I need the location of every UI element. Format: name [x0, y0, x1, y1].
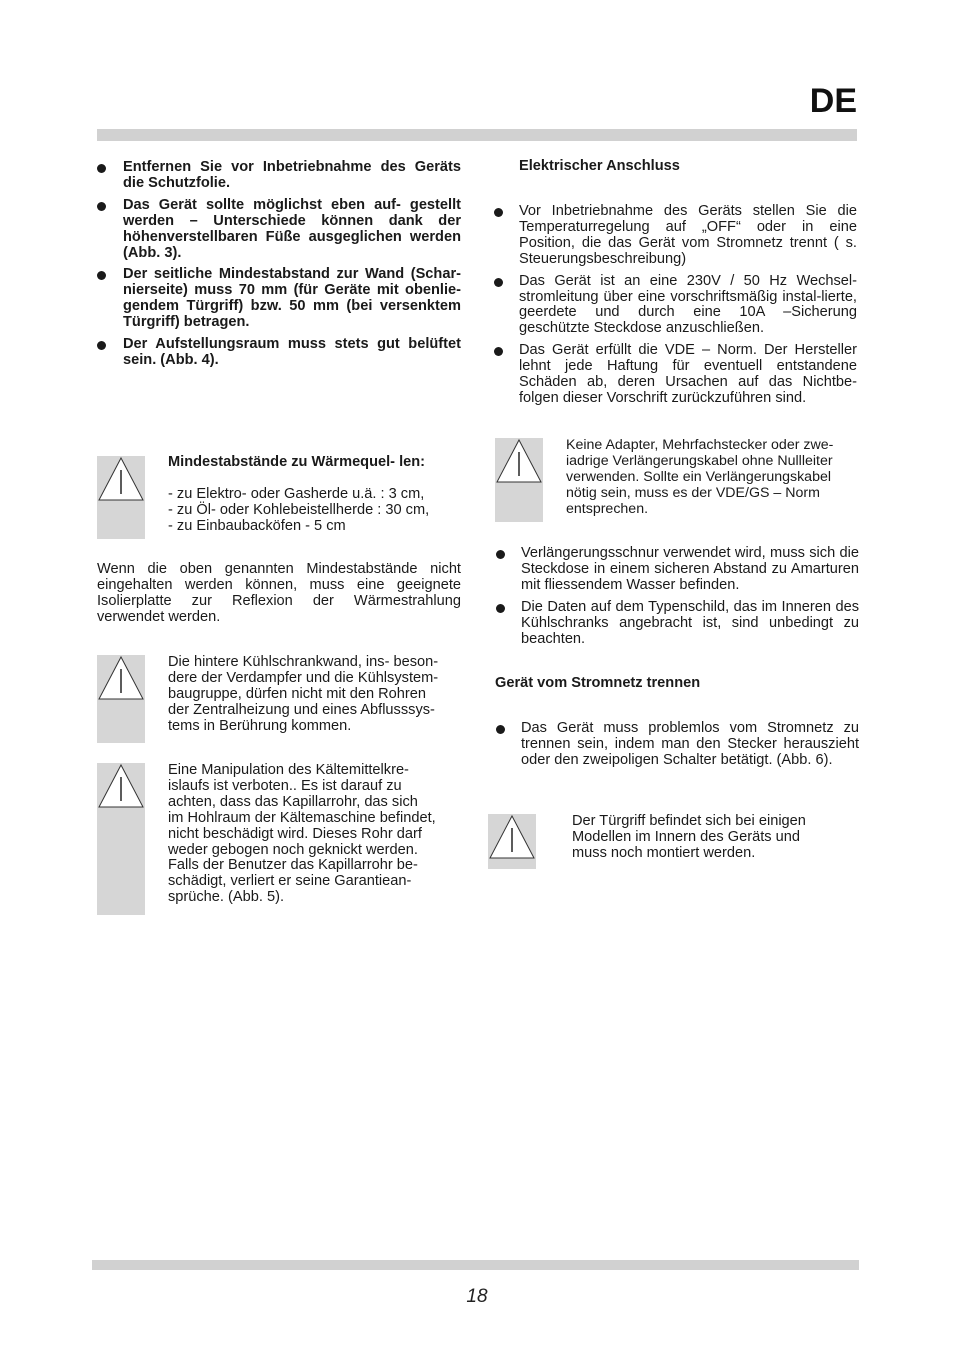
warning-box-adapter — [495, 438, 543, 522]
warning-triangle-icon — [495, 438, 543, 486]
warning-text-rear-wall: Die hintere Kühlschrankwand, ins- beson- dere der Verdampfer und die Kühlsystem- baugruppe, dürfen nicht mit den Rohren der Zentralheizung und eines Abflusssys- tems in Berührung kommen. — [168, 654, 439, 734]
language-code: DE — [809, 82, 857, 120]
list-item: Die Daten auf dem Typenschild, das im Inneren des Kühlschranks angebracht ist, sind unbedingt zu beachten. — [495, 600, 859, 648]
warning-triangle-icon — [488, 814, 536, 862]
list-item: Der Aufstellungsraum muss stets gut belüftet sein. (Abb. 4). — [97, 337, 461, 369]
list-item: Das Gerät sollte möglichst eben auf- gestellt werden – Unterschiede können dank der höhenverstellbaren Füße ausgeglichen werden (Abb. 3). — [97, 198, 461, 262]
list-item: - zu Einbaubacköfen - 5 cm — [168, 517, 346, 534]
bullet-icon — [496, 550, 505, 559]
electrical-bullet-list — [493, 204, 857, 407]
list-item: Der seitliche Mindestabstand zur Wand (Schar-nierseite) muss 70 mm (für Geräte mit obenlie-gendem Türgriff) bzw. 50 mm (bei versenktem Türgriff) betragen. — [97, 267, 461, 331]
left-bullet-list — [97, 160, 461, 369]
warning-box-refrigerant — [97, 763, 145, 915]
warning-triangle-icon — [97, 763, 145, 811]
list-item: Das Gerät ist an eine 230V / 50 Hz Wechsel-stromleitung über eine vorschriftsmäßig instal-lierte, geerdete und durch eine 10A –Sicherung geschützte Steckdose anzuschließen. — [493, 274, 857, 338]
warning-triangle-icon — [97, 655, 145, 703]
electrical-title: Elektrischer Anschluss — [519, 158, 680, 174]
bullet-icon — [97, 202, 106, 211]
bullet-icon — [97, 341, 106, 350]
warning-box-handle — [488, 814, 536, 869]
bullet-icon — [494, 347, 503, 356]
page-number: 18 — [466, 1286, 488, 1307]
footer-divider — [92, 1260, 859, 1270]
bullet-icon — [496, 604, 505, 613]
bullet-icon — [97, 271, 106, 280]
warning-triangle-icon — [97, 456, 145, 504]
disconnect-bullet-list — [495, 721, 859, 769]
bullet-icon — [496, 725, 505, 734]
list-item: Das Gerät erfüllt die VDE – Norm. Der Hersteller lehnt jede Haftung für eventuell entstandene Schäden ab, deren Ursachen auf das Nichtbe-folgen dieser Vorschrift zurückzuführen sind. — [493, 343, 857, 407]
warning-text-adapter: Keine Adapter, Mehrfachstecker oder zwe- iadrige Verlängerungskabel ohne Nullleiter verwenden. Sollte ein Verlängerungskabel nötig sein, muss es der VDE/GS – Norm entsprechen. — [566, 437, 834, 517]
list-item: - zu Öl- oder Kohlebeistellherde : 30 cm, — [168, 501, 430, 518]
distances-title: Mindestabstände zu Wärmequel- len: — [168, 454, 426, 470]
list-item: Das Gerät muss problemlos vom Stromnetz zu trennen sein, indem man den Stecker herauszieht oder den zweipoligen Schalter betätigt. (Abb. 6). — [495, 721, 859, 769]
list-item: Verlängerungsschnur verwendet wird, muss sich die Steckdose in einem sicheren Abstand zu Amarturen mit fliessendem Wasser befinden. — [495, 546, 859, 594]
insulation-note: Wenn die oben genannten Mindestabstände nicht eingehalten werden können, muss eine geeignete Isolierplatte zur Reflexion der Wärmestrahlung verwendet werden. — [97, 561, 461, 625]
warning-text-handle: Der Türgriff befindet sich bei einigen Modellen im Innern des Geräts und muss noch montiert werden. — [572, 813, 806, 861]
cable-bullet-list — [495, 546, 859, 647]
warning-text-refrigerant: Eine Manipulation des Kältemittelkre- islaufs ist verboten.. Es ist darauf zu achten, dass das Kapillarrohr, das sich im Hohlraum der Kältemaschine befindet, nicht beschädigt wird. Dieses Rohr darf weder gebogen noch geknickt werden. Falls der Benutzer das Kapillarrohr be- schädigt, verliert er seine Garantiean- sprüche. (Abb. 5). — [168, 762, 436, 906]
warning-box-distances — [97, 456, 145, 539]
list-item: Vor Inbetriebnahme des Geräts stellen Sie die Temperaturregelung auf „OFF“ oder in eine Position, die das Gerät vom Stromnetz trennt ( s. Steuerungsbeschreibung) — [493, 204, 857, 268]
list-item: - zu Elektro- oder Gasherde u.ä. : 3 cm, — [168, 486, 425, 502]
list-item: Entfernen Sie vor Inbetriebnahme des Geräts die Schutzfolie. — [97, 160, 461, 192]
bullet-icon — [494, 208, 503, 217]
warning-box-rear-wall — [97, 655, 145, 743]
disconnect-title: Gerät vom Stromnetz trennen — [495, 675, 701, 691]
bullet-icon — [97, 164, 106, 173]
bullet-icon — [494, 278, 503, 287]
header-divider — [97, 129, 857, 141]
distances-list — [168, 487, 468, 535]
